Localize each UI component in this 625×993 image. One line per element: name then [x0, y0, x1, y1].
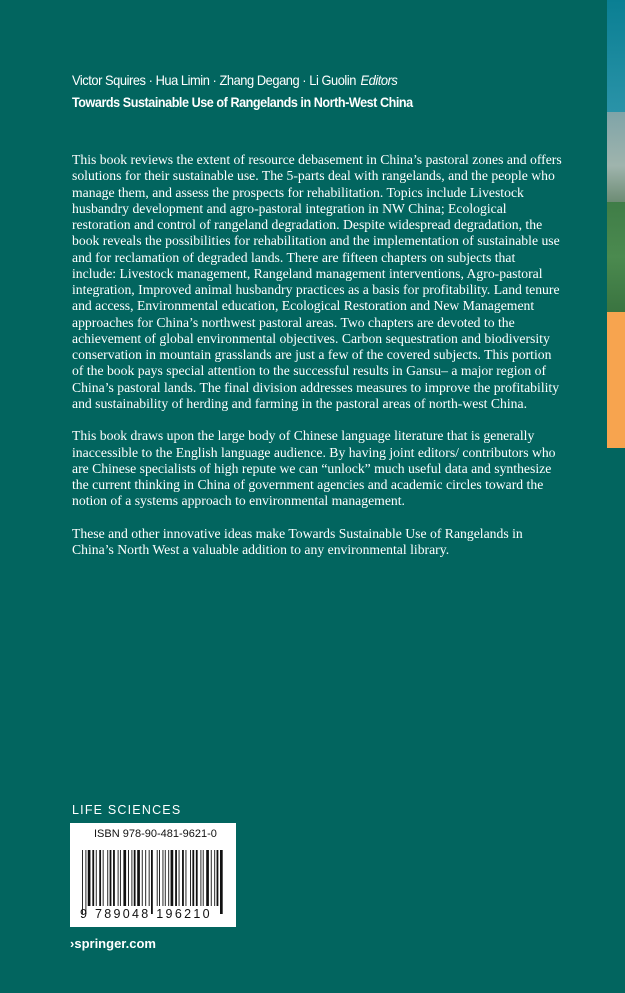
- barcode-bar: [134, 850, 136, 906]
- barcode-bar: [214, 850, 215, 906]
- mountain-image: [607, 112, 625, 202]
- barcode-bar: [131, 850, 132, 906]
- isbn-text: ISBN 978-90-481-9621-0: [94, 828, 217, 840]
- sky-image: [607, 0, 625, 112]
- barcode-bar: [118, 850, 119, 906]
- barcode-bar: [96, 850, 97, 906]
- barcode-bar: [123, 850, 126, 906]
- barcode-bar: [217, 850, 219, 906]
- barcode-bar: [200, 850, 201, 906]
- barcode-bar: [163, 850, 164, 906]
- description-paragraph: These and other innovative ideas make Towards Sustainable Use of Rangelands in China’s North West a valuable addition to any environmental library.: [72, 525, 523, 557]
- barcode-bar: [211, 850, 212, 906]
- editors-role: Editors: [360, 72, 398, 88]
- website-link[interactable]: springer.com: [74, 936, 156, 951]
- description-paragraph: This book reviews the extent of resource debasement in China’s pastoral zones and offers solutions for their sustainable use. The 5-parts deal with rangelands, and the people who manage them, and assess the prospects for rehabilitation. Topics include Livestock husbandry development and agro-pastoral integration in NW China; Ecological restoration and control of rangeland degradation. Despite widespread degradation, the book reveals the possibilities for rehabilitation and the implementation of sustainable use and for reclamation of degraded lands. There are fifteen chapters on subjects that include: Livestock management, Rangeland management interventions, Agro-pastoral integration, Improved animal husbandry practices as a basis for profitability. Land tenure and access, Environmental education, Ecological Restoration and New Management approaches for China’s northwest pastoral areas. Two chapters are devoted to the achievement of global environmental objectives. Carbon sequestration and biodiversity conservation in mountain grasslands are just a few of the covered subjects. This portion of the book pays special attention to the successful results in Gansu– a major region of China’s pastoral lands. The final division addresses measures to improve the profitability and sustainability of herding and farming in the pastoral areas of north-west China.: [72, 152, 562, 411]
- barcode-bar: [182, 850, 184, 906]
- series-label: LIFE SCIENCES: [72, 803, 182, 817]
- barcode-bar: [151, 850, 153, 914]
- barcode-bar: [165, 850, 166, 906]
- barcode-bar: [220, 850, 223, 914]
- chevron-right-icon: ›: [70, 936, 75, 951]
- isbn-barcode-box: [70, 823, 236, 927]
- barcode-bar: [145, 850, 146, 906]
- barcode-bar: [157, 850, 158, 906]
- barcode-bar: [168, 850, 169, 906]
- accent-band: [607, 312, 625, 448]
- barcode-bar: [192, 850, 194, 906]
- barcode-number: 9 789048 196210: [80, 907, 212, 921]
- barcode-bar: [179, 850, 180, 906]
- barcode-bar: [85, 850, 86, 914]
- barcode-bar: [186, 850, 187, 906]
- barcode-bar: [82, 850, 83, 914]
- barcode-bar: [137, 850, 140, 906]
- book-description: [72, 152, 562, 575]
- barcode-bar: [206, 850, 209, 906]
- barcode-bar: [99, 850, 101, 906]
- barcode-bar: [110, 850, 112, 906]
- editors-line: [72, 72, 397, 88]
- barcode-bar: [159, 850, 160, 906]
- editors-names: Victor Squires · Hua Limin · Zhang Degang · Li Guolin: [72, 72, 356, 88]
- barcode-bar: [142, 850, 143, 906]
- barcode-bar: [196, 850, 198, 906]
- barcode-bar: [92, 850, 94, 906]
- barcode-bar: [103, 850, 104, 906]
- barcode-bar: [171, 850, 174, 906]
- barcode-bar: [203, 850, 204, 906]
- barcode-bar: [190, 850, 191, 906]
- barcode-bar: [107, 850, 108, 906]
- barcode-bar: [120, 850, 121, 906]
- description-paragraph: This book draws upon the large body of Chinese language literature that is generally inaccessible to the English language audience. By having joint editors/ contributors who are Chinese specialists of high repute we can “unlock” much useful data and synthesize the current thinking in China of government agencies and academic circles toward the notion of a systems approach to environmental management.: [72, 428, 556, 509]
- barcode-bar: [149, 850, 150, 906]
- barcode-bar: [113, 850, 115, 906]
- barcode-bar: [88, 850, 91, 906]
- grassland-image: [607, 202, 625, 312]
- barcode-bar: [128, 850, 129, 906]
- book-title: Towards Sustainable Use of Rangelands in North-West China: [72, 94, 413, 110]
- barcode-bar: [175, 850, 177, 906]
- publisher-website[interactable]: [70, 936, 156, 951]
- cover-edge-strip: [607, 0, 625, 993]
